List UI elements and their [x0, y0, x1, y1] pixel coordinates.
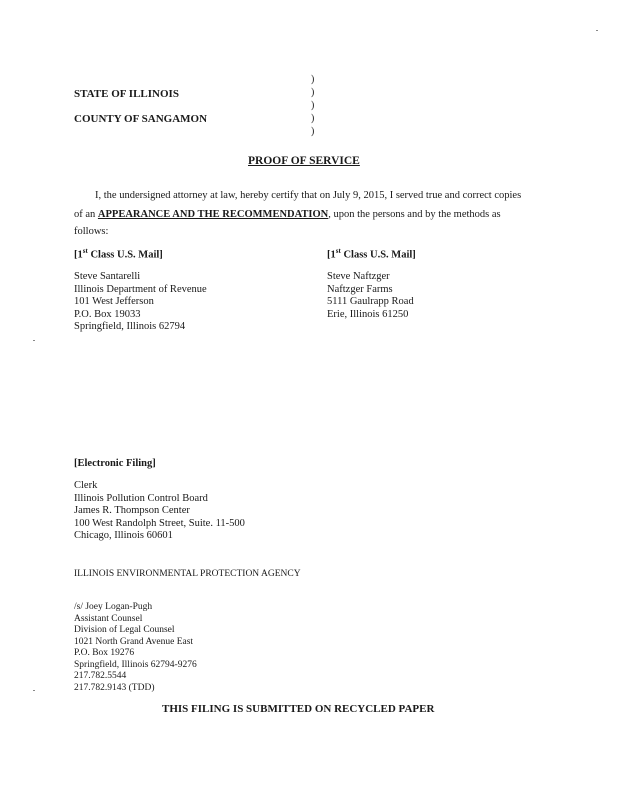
signature-line: 1021 North Grand Avenue East — [74, 636, 194, 647]
signature-line: 217.782.5544 — [74, 671, 127, 681]
address-line: Naftzger Farms — [327, 283, 393, 295]
address-line: Chicago, Illinois 60601 — [74, 530, 173, 541]
address-line: James R. Thompson Center — [74, 505, 190, 516]
address-line: Illinois Department of Revenue — [74, 283, 207, 295]
address-line: Steve Naftzger — [327, 271, 390, 282]
caption-paren: ) — [311, 113, 315, 124]
signature-line: Assistant Counsel — [74, 613, 143, 624]
right-method: [1st Class U.S. Mail] — [327, 247, 416, 261]
caption-paren: ) — [311, 100, 315, 111]
body-line-3: follows: — [74, 226, 109, 237]
electronic-address — [74, 480, 245, 543]
address-line: 100 West Randolph Street, Suite. 11-500 — [74, 517, 245, 529]
address-line: Clerk — [74, 480, 98, 491]
signature-line: Springfield, Illinois 62794-9276 — [74, 659, 197, 670]
agency-name: ILLINOIS ENVIRONMENTAL PROTECTION AGENCY — [74, 569, 301, 579]
right-address — [327, 271, 414, 321]
signature-line: 217.782.9143 (TDD) — [74, 682, 155, 693]
electronic-method: [Electronic Filing] — [74, 458, 156, 469]
caption-paren: ) — [311, 87, 315, 98]
left-method: [1st Class U.S. Mail] — [74, 247, 163, 261]
body-line-2 — [74, 209, 501, 222]
address-line: Springfield, Illinois 62794 — [74, 321, 186, 332]
caption-paren: ) — [311, 74, 315, 85]
document-name: APPEARANCE AND THE RECOMMENDATION — [97, 209, 329, 220]
signature-line: /s/ Joey Logan-Pugh — [74, 602, 153, 612]
address-line: Erie, Illinois 61250 — [327, 308, 409, 320]
caption-state: STATE OF ILLINOIS — [74, 88, 179, 100]
signature-line: Division of Legal Counsel — [74, 625, 175, 635]
scan-speck — [33, 340, 35, 341]
scan-speck — [33, 690, 35, 691]
address-line: P.O. Box 19033 — [74, 308, 141, 320]
caption-paren: ) — [311, 126, 315, 137]
document-title: PROOF OF SERVICE — [248, 155, 360, 167]
address-line: 5111 Gaulrapp Road — [327, 296, 414, 307]
signature-line: P.O. Box 19276 — [74, 648, 135, 658]
address-line: Steve Santarelli — [74, 271, 141, 282]
body-line-1: I, the undersigned attorney at law, hereby certify that on July 9, 2015, I served true and correct copies — [95, 190, 522, 201]
left-address — [74, 271, 207, 334]
caption-county: COUNTY OF SANGAMON — [74, 113, 208, 125]
body-line-2-prefix: of an — [74, 209, 98, 220]
address-line: 101 West Jefferson — [74, 296, 154, 307]
signature-block — [74, 602, 197, 694]
recycled-paper-footer: THIS FILING IS SUBMITTED ON RECYCLED PAPER — [162, 703, 435, 715]
scan-speck — [596, 30, 598, 31]
body-line-2-suffix: , upon the persons and by the methods as — [328, 209, 501, 220]
address-line: Illinois Pollution Control Board — [74, 492, 208, 504]
